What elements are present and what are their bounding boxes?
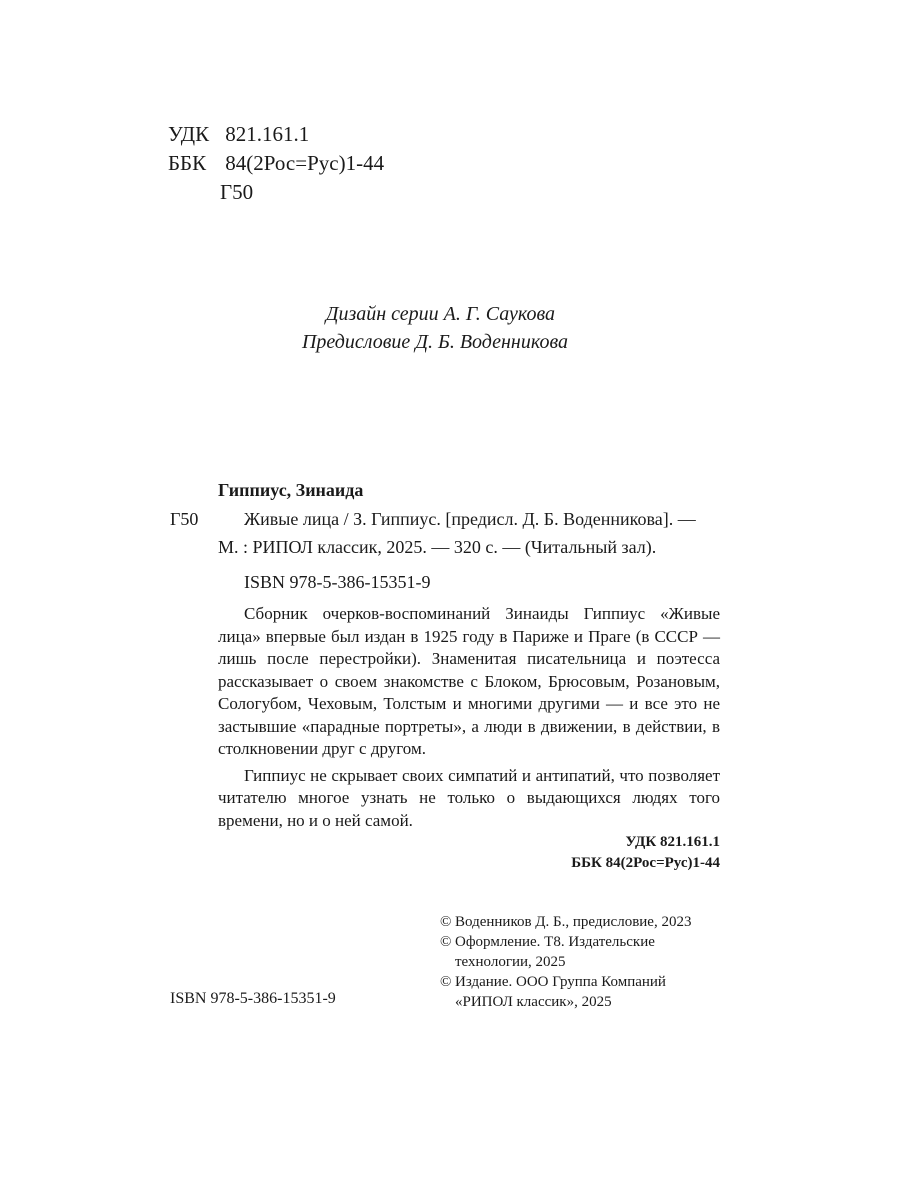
annotation — [218, 603, 720, 832]
bottom-isbn: ISBN 978-5-386-15351-9 — [170, 990, 336, 1007]
annotation-paragraph-1: Сборник очерков-воспоминаний Зинаиды Гиппиус «Живые лица» впервые был издан в 1925 году в Париже и Праге (в СССР — лишь после перестройки). Знаменитая писательница и поэтесса рассказывает о своем знакомстве с Блоком, Брюсовым, Розановым, Сологубом, Чеховым, Толстым и многими другими — и все это не застывшие «парадные портреты», а люди в движении, в действии, в столкновении друг с другом. — [218, 604, 720, 758]
copyright-text: Оформление. Т8. Издательские технологии, 2025 — [455, 934, 655, 970]
bib-line-1: Живые лица / З. Гиппиус. [предисл. Д. Б. Воденникова]. — — [244, 509, 696, 529]
entry-bbk: ББК 84(2Рос=Рус)1-44 — [571, 855, 720, 871]
preface-credit: Предисловие Д. Б. Воденникова — [301, 331, 568, 353]
udk-label: УДК — [168, 122, 210, 146]
udk-row — [168, 120, 309, 149]
bib-line-2: М. : РИПОЛ классик, 2025. — 320 с. — (Читальный зал). — [218, 537, 657, 557]
copyright-text: Воденников Д. Б., предисловие, 2023 — [455, 914, 692, 930]
entry-isbn: ISBN 978-5-386-15351-9 — [244, 572, 431, 592]
annotation-paragraph-2: Гиппиус не скрывает своих симпатий и антипатий, что позволяет читателю многое узнать не только о выдающихся людях того времени, но и о ней самой. — [218, 765, 720, 830]
copyright-item — [440, 972, 702, 1012]
bbk-label: ББК — [168, 151, 207, 175]
copyright-block — [440, 912, 702, 1012]
copyright-symbol: © — [440, 974, 452, 990]
copyright-text: Издание. ООО Группа Компаний «РИПОЛ классик», 2025 — [455, 974, 666, 1010]
entry-side-mark: Г50 — [170, 509, 199, 529]
copyright-symbol: © — [440, 934, 452, 950]
design-credit: Дизайн серии А. Г. Саукова — [325, 303, 555, 325]
bbk-row — [168, 149, 384, 178]
udk-value: 821.161.1 — [225, 122, 310, 146]
author-mark: Г50 — [220, 180, 254, 204]
bbk-value: 84(2Рос=Рус)1-44 — [225, 151, 385, 175]
entry-author: Гиппиус, Зинаида — [218, 480, 364, 500]
copyright-item — [440, 932, 702, 972]
copyright-item — [440, 912, 702, 932]
copyright-symbol: © — [440, 914, 452, 930]
entry-udk: УДК 821.161.1 — [625, 834, 720, 850]
